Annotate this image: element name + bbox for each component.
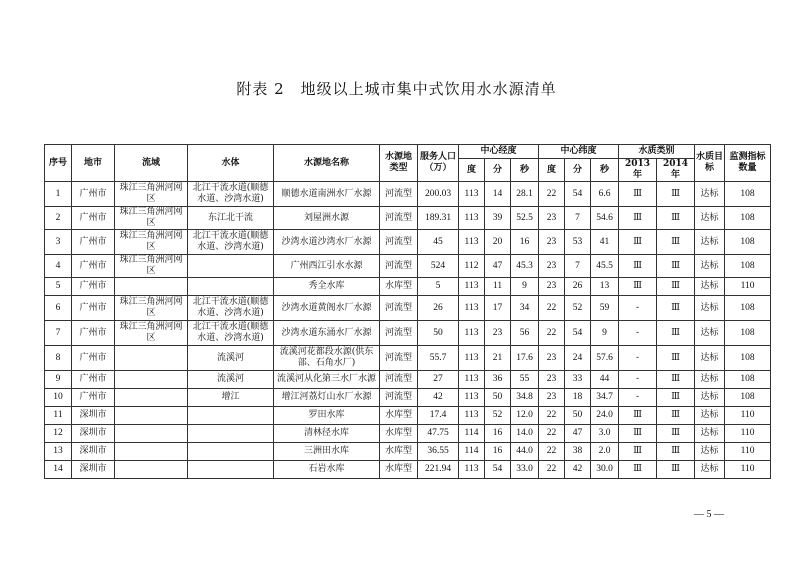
cell-lon-min: 47 <box>485 255 511 278</box>
cell-basin <box>115 389 188 407</box>
cell-city: 广州市 <box>72 207 115 230</box>
cell-lon-min: 16 <box>485 425 511 443</box>
cell-quality-target: 达标 <box>695 371 725 389</box>
cell-population: 27 <box>418 371 459 389</box>
cell-quality-target: 达标 <box>695 389 725 407</box>
cell-source-name: 罗田水库 <box>274 407 380 425</box>
cell-lat-deg: 22 <box>539 321 565 346</box>
cell-population: 45 <box>418 230 459 255</box>
header-city: 地市 <box>72 145 115 182</box>
cell-source-name: 刘屋洲水源 <box>274 207 380 230</box>
cell-water-body <box>188 443 274 461</box>
cell-lat-min: 42 <box>565 461 591 479</box>
cell-quality-2013: Ⅲ <box>619 425 657 443</box>
cell-city: 深圳市 <box>72 407 115 425</box>
cell-water-body <box>188 425 274 443</box>
cell-lon-sec: 28.1 <box>511 182 539 207</box>
cell-seq: 13 <box>45 443 72 461</box>
cell-lat-deg: 23 <box>539 230 565 255</box>
cell-quality-2014: Ⅲ <box>657 461 695 479</box>
cell-lon-min: 23 <box>485 321 511 346</box>
cell-seq: 7 <box>45 321 72 346</box>
table-row <box>45 207 771 230</box>
cell-quality-target: 达标 <box>695 425 725 443</box>
cell-source-name: 沙湾水道东涌水厂水源 <box>274 321 380 346</box>
cell-quality-2014: Ⅲ <box>657 182 695 207</box>
page-number: — 5 — <box>694 509 724 520</box>
cell-lat-sec: 45.5 <box>591 255 619 278</box>
cell-lat-min: 52 <box>565 296 591 321</box>
cell-lat-min: 18 <box>565 389 591 407</box>
cell-basin <box>115 443 188 461</box>
cell-quality-2014: Ⅲ <box>657 425 695 443</box>
cell-indicator-count: 110 <box>725 461 771 479</box>
cell-lon-deg: 113 <box>459 461 485 479</box>
cell-water-body <box>188 461 274 479</box>
cell-seq: 1 <box>45 182 72 207</box>
cell-quality-target: 达标 <box>695 346 725 371</box>
cell-lat-deg: 23 <box>539 278 565 296</box>
header-lon-min: 分 <box>485 159 511 182</box>
cell-lat-sec: 34.7 <box>591 389 619 407</box>
cell-indicator-count: 108 <box>725 321 771 346</box>
cell-water-body: 北江干流水道(顺德水道、沙湾水道) <box>188 296 274 321</box>
cell-source-type: 水库型 <box>380 443 418 461</box>
cell-quality-target: 达标 <box>695 255 725 278</box>
cell-seq: 9 <box>45 371 72 389</box>
cell-source-name: 沙湾水道黄阁水厂水源 <box>274 296 380 321</box>
cell-lon-deg: 113 <box>459 407 485 425</box>
cell-lon-sec: 52.5 <box>511 207 539 230</box>
cell-basin <box>115 371 188 389</box>
cell-basin <box>115 278 188 296</box>
cell-lat-min: 7 <box>565 255 591 278</box>
header-source-name: 水源地名称 <box>274 145 380 182</box>
cell-source-name: 石岩水库 <box>274 461 380 479</box>
cell-quality-2014: Ⅲ <box>657 230 695 255</box>
cell-lat-deg: 23 <box>539 255 565 278</box>
cell-seq: 6 <box>45 296 72 321</box>
cell-indicator-count: 108 <box>725 230 771 255</box>
cell-quality-2013: Ⅲ <box>619 182 657 207</box>
cell-seq: 2 <box>45 207 72 230</box>
water-source-table <box>44 144 771 479</box>
header-latitude: 中心纬度 <box>539 145 619 159</box>
cell-population: 50 <box>418 321 459 346</box>
cell-lat-sec: 2.0 <box>591 443 619 461</box>
cell-lon-deg: 113 <box>459 296 485 321</box>
cell-seq: 5 <box>45 278 72 296</box>
cell-population: 26 <box>418 296 459 321</box>
cell-source-name: 增江河荔灯山水厂水源 <box>274 389 380 407</box>
header-year-2014: 2014 年 <box>657 159 695 182</box>
cell-population: 42 <box>418 389 459 407</box>
cell-seq: 12 <box>45 425 72 443</box>
cell-lat-min: 50 <box>565 407 591 425</box>
cell-lat-sec: 57.6 <box>591 346 619 371</box>
cell-lon-deg: 112 <box>459 255 485 278</box>
table-row <box>45 443 771 461</box>
cell-basin: 珠江三角洲河网区 <box>115 230 188 255</box>
header-seq: 序号 <box>45 145 72 182</box>
header-water-body: 水体 <box>188 145 274 182</box>
cell-lat-min: 47 <box>565 425 591 443</box>
cell-seq: 8 <box>45 346 72 371</box>
cell-lat-min: 33 <box>565 371 591 389</box>
cell-city: 深圳市 <box>72 443 115 461</box>
cell-indicator-count: 108 <box>725 389 771 407</box>
cell-source-name: 三洲田水库 <box>274 443 380 461</box>
cell-indicator-count: 110 <box>725 407 771 425</box>
table-row <box>45 182 771 207</box>
cell-source-type: 河流型 <box>380 255 418 278</box>
cell-source-type: 河流型 <box>380 296 418 321</box>
cell-city: 广州市 <box>72 389 115 407</box>
cell-lon-sec: 16 <box>511 230 539 255</box>
cell-quality-2013: Ⅲ <box>619 443 657 461</box>
cell-basin: 珠江三角洲河网区 <box>115 182 188 207</box>
cell-quality-target: 达标 <box>695 207 725 230</box>
cell-lat-min: 7 <box>565 207 591 230</box>
cell-population: 17.4 <box>418 407 459 425</box>
cell-lat-sec: 9 <box>591 321 619 346</box>
header-source-type: 水源地类型 <box>380 145 418 182</box>
cell-quality-2013: Ⅲ <box>619 207 657 230</box>
cell-lat-sec: 24.0 <box>591 407 619 425</box>
cell-city: 广州市 <box>72 296 115 321</box>
cell-indicator-count: 110 <box>725 278 771 296</box>
cell-indicator-count: 110 <box>725 443 771 461</box>
cell-indicator-count: 108 <box>725 346 771 371</box>
header-population: 服务人口（万） <box>418 145 459 182</box>
cell-lon-min: 11 <box>485 278 511 296</box>
cell-source-name: 清林径水库 <box>274 425 380 443</box>
cell-lon-min: 14 <box>485 182 511 207</box>
table-row <box>45 346 771 371</box>
cell-lon-sec: 17.6 <box>511 346 539 371</box>
cell-quality-2014: Ⅲ <box>657 255 695 278</box>
cell-lat-deg: 22 <box>539 296 565 321</box>
cell-seq: 11 <box>45 407 72 425</box>
cell-source-type: 河流型 <box>380 182 418 207</box>
cell-source-type: 河流型 <box>380 389 418 407</box>
cell-quality-2014: Ⅲ <box>657 296 695 321</box>
cell-lon-deg: 113 <box>459 207 485 230</box>
cell-lon-sec: 45.3 <box>511 255 539 278</box>
header-lon-deg: 度 <box>459 159 485 182</box>
cell-lat-sec: 59 <box>591 296 619 321</box>
cell-quality-2013: - <box>619 346 657 371</box>
cell-indicator-count: 108 <box>725 296 771 321</box>
cell-quality-2014: Ⅲ <box>657 321 695 346</box>
cell-source-type: 河流型 <box>380 371 418 389</box>
cell-quality-target: 达标 <box>695 461 725 479</box>
cell-quality-2013: - <box>619 389 657 407</box>
table-body <box>45 182 771 479</box>
cell-quality-2013: Ⅲ <box>619 278 657 296</box>
cell-quality-2014: Ⅲ <box>657 371 695 389</box>
cell-water-body <box>188 407 274 425</box>
header-lat-deg: 度 <box>539 159 565 182</box>
cell-lon-sec: 56 <box>511 321 539 346</box>
cell-indicator-count: 108 <box>725 182 771 207</box>
cell-lon-sec: 14.0 <box>511 425 539 443</box>
cell-lon-sec: 33.0 <box>511 461 539 479</box>
cell-lat-deg: 23 <box>539 371 565 389</box>
table-row <box>45 278 771 296</box>
cell-quality-2013: - <box>619 296 657 321</box>
cell-quality-target: 达标 <box>695 296 725 321</box>
cell-population: 524 <box>418 255 459 278</box>
cell-population: 47.75 <box>418 425 459 443</box>
cell-lon-deg: 113 <box>459 182 485 207</box>
header-lon-sec: 秒 <box>511 159 539 182</box>
header-year-2013: 2013 年 <box>619 159 657 182</box>
cell-quality-target: 达标 <box>695 230 725 255</box>
cell-quality-2014: Ⅲ <box>657 407 695 425</box>
cell-water-body: 北江干流水道(顺德水道、沙湾水道) <box>188 182 274 207</box>
cell-quality-2013: Ⅲ <box>619 255 657 278</box>
cell-seq: 10 <box>45 389 72 407</box>
cell-city: 广州市 <box>72 346 115 371</box>
cell-lon-min: 54 <box>485 461 511 479</box>
cell-population: 189.31 <box>418 207 459 230</box>
cell-lat-deg: 23 <box>539 346 565 371</box>
cell-quality-2014: Ⅲ <box>657 207 695 230</box>
cell-source-name: 顺德水道南洲水厂水源 <box>274 182 380 207</box>
cell-lon-min: 39 <box>485 207 511 230</box>
cell-source-name: 流溪河花都段水源(供东部、石角水厂) <box>274 346 380 371</box>
cell-seq: 3 <box>45 230 72 255</box>
cell-seq: 14 <box>45 461 72 479</box>
cell-lon-sec: 44.0 <box>511 443 539 461</box>
cell-lat-sec: 6.6 <box>591 182 619 207</box>
cell-lon-deg: 113 <box>459 321 485 346</box>
cell-lon-deg: 113 <box>459 278 485 296</box>
cell-water-body: 北江干流水道(顺德水道、沙湾水道) <box>188 230 274 255</box>
cell-lat-deg: 23 <box>539 207 565 230</box>
cell-lon-deg: 113 <box>459 230 485 255</box>
table-row <box>45 371 771 389</box>
header-quality-class: 水质类别 <box>619 145 695 159</box>
cell-lat-min: 26 <box>565 278 591 296</box>
cell-indicator-count: 108 <box>725 207 771 230</box>
cell-lat-sec: 44 <box>591 371 619 389</box>
table-row <box>45 461 771 479</box>
cell-population: 5 <box>418 278 459 296</box>
cell-lat-min: 38 <box>565 443 591 461</box>
cell-water-body: 东江北干流 <box>188 207 274 230</box>
cell-lon-sec: 12.0 <box>511 407 539 425</box>
cell-basin: 珠江三角洲河网区 <box>115 296 188 321</box>
cell-lat-deg: 22 <box>539 182 565 207</box>
cell-lon-min: 21 <box>485 346 511 371</box>
cell-quality-target: 达标 <box>695 321 725 346</box>
page-title: 附表 2 地级以上城市集中式饮用水水源清单 <box>236 80 557 98</box>
cell-city: 广州市 <box>72 278 115 296</box>
cell-population: 55.7 <box>418 346 459 371</box>
cell-source-name: 流溪河从化第三水厂水源 <box>274 371 380 389</box>
cell-city: 广州市 <box>72 182 115 207</box>
table-row <box>45 407 771 425</box>
cell-quality-2014: Ⅲ <box>657 278 695 296</box>
header-lat-min: 分 <box>565 159 591 182</box>
cell-lon-sec: 55 <box>511 371 539 389</box>
cell-source-type: 河流型 <box>380 207 418 230</box>
cell-lon-deg: 114 <box>459 443 485 461</box>
cell-lat-sec: 3.0 <box>591 425 619 443</box>
cell-basin: 珠江三角洲河网区 <box>115 255 188 278</box>
cell-source-name: 沙湾水道沙湾水厂水源 <box>274 230 380 255</box>
cell-quality-2014: Ⅲ <box>657 346 695 371</box>
cell-city: 广州市 <box>72 371 115 389</box>
cell-quality-target: 达标 <box>695 407 725 425</box>
header-lat-sec: 秒 <box>591 159 619 182</box>
cell-lat-min: 54 <box>565 182 591 207</box>
cell-lon-min: 52 <box>485 407 511 425</box>
cell-city: 广州市 <box>72 255 115 278</box>
cell-quality-2014: Ⅲ <box>657 389 695 407</box>
cell-lat-sec: 13 <box>591 278 619 296</box>
cell-basin <box>115 407 188 425</box>
cell-source-type: 河流型 <box>380 230 418 255</box>
cell-quality-2013: Ⅲ <box>619 461 657 479</box>
cell-source-type: 水库型 <box>380 278 418 296</box>
cell-indicator-count: 110 <box>725 425 771 443</box>
cell-quality-target: 达标 <box>695 182 725 207</box>
cell-lat-deg: 23 <box>539 389 565 407</box>
cell-water-body: 流溪河 <box>188 371 274 389</box>
cell-source-type: 水库型 <box>380 425 418 443</box>
cell-quality-2013: - <box>619 371 657 389</box>
cell-indicator-count: 108 <box>725 255 771 278</box>
cell-basin: 珠江三角洲河网区 <box>115 207 188 230</box>
cell-source-name: 秀全水库 <box>274 278 380 296</box>
cell-lat-deg: 22 <box>539 443 565 461</box>
cell-lat-sec: 30.0 <box>591 461 619 479</box>
cell-basin <box>115 346 188 371</box>
cell-quality-2013: - <box>619 321 657 346</box>
cell-lon-min: 36 <box>485 371 511 389</box>
table-row <box>45 389 771 407</box>
cell-water-body <box>188 278 274 296</box>
cell-indicator-count: 108 <box>725 371 771 389</box>
header-longitude: 中心经度 <box>459 145 539 159</box>
cell-lon-min: 50 <box>485 389 511 407</box>
cell-water-body: 北江干流水道(顺德水道、沙湾水道) <box>188 321 274 346</box>
cell-lon-min: 20 <box>485 230 511 255</box>
cell-lat-sec: 41 <box>591 230 619 255</box>
cell-quality-target: 达标 <box>695 443 725 461</box>
cell-population: 200.03 <box>418 182 459 207</box>
header-quality-target: 水质目标 <box>695 145 725 182</box>
cell-city: 深圳市 <box>72 461 115 479</box>
cell-population: 221.94 <box>418 461 459 479</box>
table-row <box>45 425 771 443</box>
cell-water-body: 流溪河 <box>188 346 274 371</box>
table-row <box>45 230 771 255</box>
cell-lat-deg: 22 <box>539 425 565 443</box>
cell-source-type: 河流型 <box>380 321 418 346</box>
cell-quality-target: 达标 <box>695 278 725 296</box>
cell-basin: 珠江三角洲河网区 <box>115 321 188 346</box>
cell-quality-2013: Ⅲ <box>619 407 657 425</box>
cell-seq: 4 <box>45 255 72 278</box>
cell-city: 广州市 <box>72 230 115 255</box>
cell-lat-deg: 22 <box>539 461 565 479</box>
cell-basin <box>115 425 188 443</box>
cell-lon-sec: 34 <box>511 296 539 321</box>
cell-source-name: 广州西江引水水源 <box>274 255 380 278</box>
cell-lon-min: 16 <box>485 443 511 461</box>
cell-lat-min: 54 <box>565 321 591 346</box>
cell-lon-deg: 113 <box>459 346 485 371</box>
table-row <box>45 321 771 346</box>
cell-source-type: 水库型 <box>380 407 418 425</box>
cell-lon-deg: 113 <box>459 371 485 389</box>
cell-lat-min: 53 <box>565 230 591 255</box>
cell-city: 深圳市 <box>72 425 115 443</box>
cell-quality-2014: Ⅲ <box>657 443 695 461</box>
cell-source-type: 水库型 <box>380 461 418 479</box>
cell-lon-deg: 113 <box>459 389 485 407</box>
cell-water-body <box>188 255 274 278</box>
cell-lat-deg: 22 <box>539 407 565 425</box>
cell-lat-min: 24 <box>565 346 591 371</box>
cell-city: 广州市 <box>72 321 115 346</box>
table-row <box>45 255 771 278</box>
header-basin: 流域 <box>115 145 188 182</box>
cell-source-type: 河流型 <box>380 346 418 371</box>
cell-lon-min: 17 <box>485 296 511 321</box>
cell-quality-2013: Ⅲ <box>619 230 657 255</box>
cell-water-body: 增江 <box>188 389 274 407</box>
cell-lon-sec: 9 <box>511 278 539 296</box>
cell-lat-sec: 54.6 <box>591 207 619 230</box>
header-indicator-count: 监测指标数量 <box>725 145 771 182</box>
table-row <box>45 296 771 321</box>
cell-lon-sec: 34.8 <box>511 389 539 407</box>
cell-lon-deg: 114 <box>459 425 485 443</box>
cell-population: 36.55 <box>418 443 459 461</box>
cell-basin <box>115 461 188 479</box>
